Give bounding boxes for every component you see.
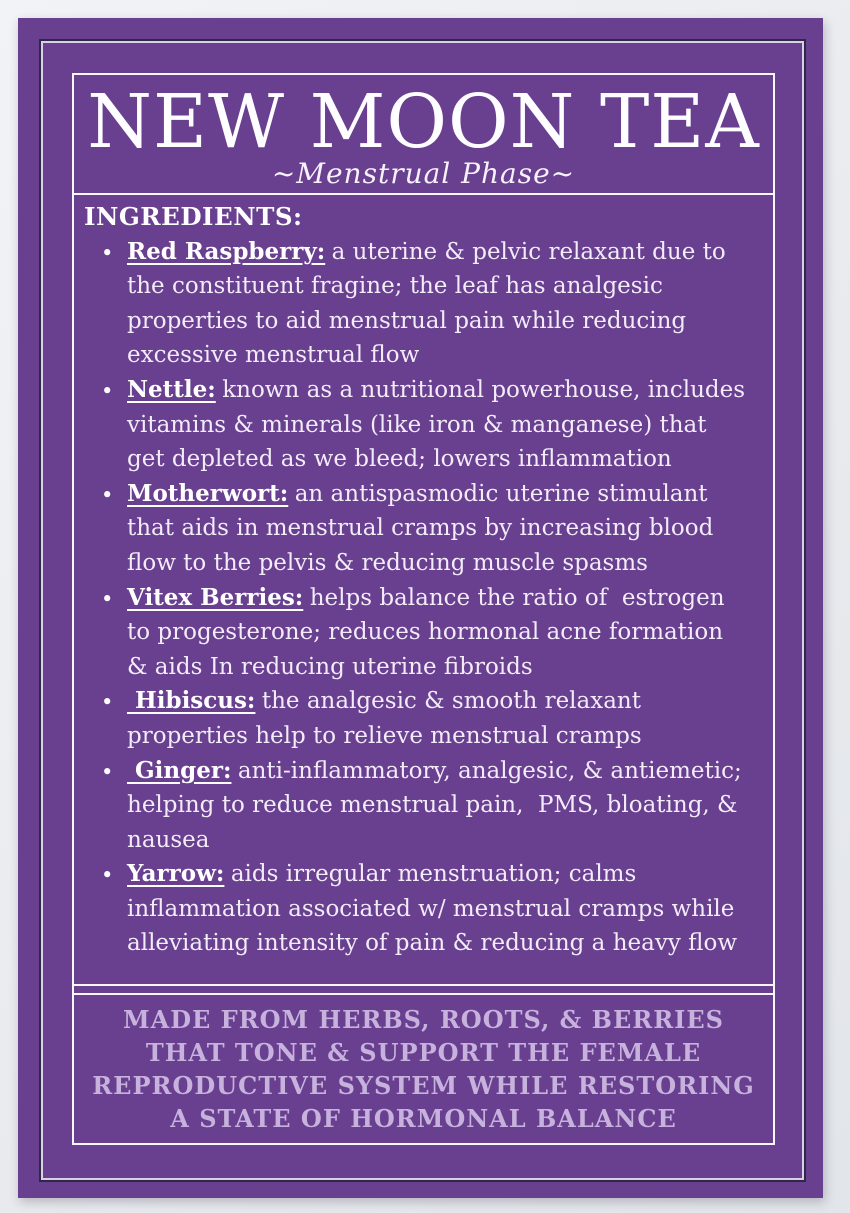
ingredients-list — [84, 235, 753, 961]
ingredient-name: Ginger: — [127, 756, 232, 784]
ingredient-description: helps balance the ratio of estrogen to progesterone; reduces hormonal acne formation & aids In reducing uterine fibroids — [127, 584, 732, 680]
ingredient-name: Motherwort: — [127, 479, 289, 507]
ingredient-item — [84, 373, 753, 477]
ingredient-description: an antispasmodic uterine stimulant that aids in menstrual cramps by increasing blood flow to the pelvis & reducing muscle spasms — [127, 480, 721, 576]
footer-statement: MADE FROM HERBS, ROOTS, & BERRIES THAT TONE & SUPPORT THE FEMALE REPRODUCTIVE SYSTEM WHILE RESTORING A STATE OF HORMONAL BALANCE — [92, 1005, 755, 1133]
bullet-icon: • — [101, 863, 114, 888]
ingredient-item — [84, 754, 749, 858]
ingredient-item — [84, 684, 749, 753]
ingredient-item — [84, 581, 749, 685]
ingredient-name: Vitex Berries: — [127, 583, 304, 611]
ingredient-description: a uterine & pelvic relaxant due to the constituent fragine; the leaf has analgesic properties to aid menstrual pain while reducing excessive menstrual flow — [127, 238, 734, 369]
page-title: NEW MOON TEA — [87, 79, 760, 165]
ingredient-description: the analgesic & smooth relaxant properties help to relieve menstrual cramps — [127, 688, 649, 749]
bullet-icon: • — [101, 586, 114, 611]
ingredient-name: Yarrow: — [127, 860, 225, 888]
ingredient-description: anti-inflammatory, analgesic, & antiemetic; helping to reduce menstrual pain, PMS, bloating, & nausea — [127, 757, 750, 853]
subtitle: ~Menstrual Phase~ — [271, 157, 576, 190]
ingredient-name: Red Raspberry: — [127, 237, 326, 265]
ingredient-description: known as a nutritional powerhouse, includes vitamins & minerals (like iron & manganese) that get depleted as we bleed; lowers inflammation — [127, 376, 753, 473]
tea-label-card — [18, 18, 823, 1198]
ingredient-item — [84, 477, 749, 581]
ingredient-name: Nettle: — [127, 375, 216, 403]
ingredients-heading: INGREDIENTS: — [84, 202, 303, 231]
ingredient-item — [84, 235, 749, 373]
title-section — [74, 75, 773, 195]
ingredient-description: aids irregular menstruation; calms inflammation associated w/ menstrual cramps while alleviating intensity of pain & reducing a heavy flow — [127, 861, 742, 957]
footer-statement-section — [74, 993, 773, 1143]
bullet-icon: • — [101, 378, 114, 403]
ingredient-item — [84, 857, 749, 961]
bullet-icon: • — [101, 240, 114, 265]
ingredient-name: Hibiscus: — [127, 687, 256, 715]
bullet-icon: • — [101, 482, 114, 507]
ingredients-section — [74, 195, 773, 986]
bullet-icon: • — [101, 759, 114, 784]
bullet-icon: • — [101, 690, 114, 715]
content-frame — [72, 73, 775, 1145]
